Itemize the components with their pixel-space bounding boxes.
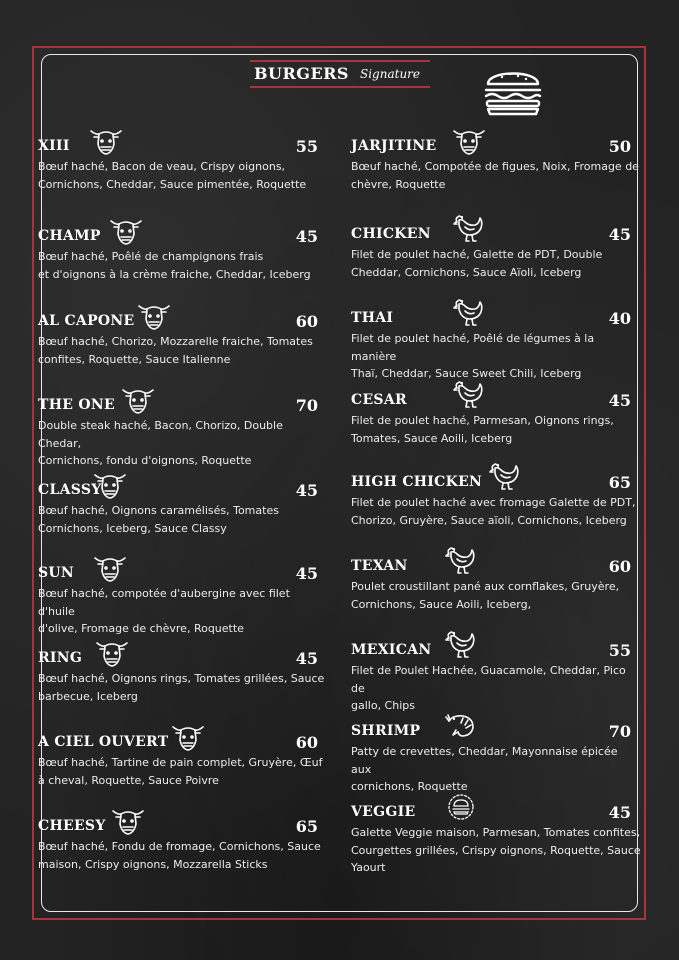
item-description xyxy=(38,838,328,873)
menu-item xyxy=(351,470,641,529)
chicken-icon xyxy=(451,380,487,410)
menu-item-header xyxy=(38,730,328,752)
menu-item xyxy=(351,388,641,447)
menu-item-header xyxy=(351,638,641,660)
header-rule-top xyxy=(250,60,430,62)
description-line: cornichons, Roquette xyxy=(351,780,468,793)
description-line: Chorizo, Gruyère, Sauce aïoli, Cornichons, Iceberg xyxy=(351,513,627,527)
description-line: confites, Roquette, Sauce Italienne xyxy=(38,352,231,366)
menu-item-header xyxy=(351,470,641,492)
description-line: Bœuf haché, Chorizo, Mozzarelle fraiche, Tomates xyxy=(38,335,313,348)
description-line: Yaourt xyxy=(351,861,386,874)
item-price: 70 xyxy=(295,396,318,415)
item-price: 65 xyxy=(608,473,631,492)
item-name: A CIEL OUVERT xyxy=(38,734,169,750)
beef-icon xyxy=(451,126,487,156)
burger-icon xyxy=(482,62,544,116)
description-line: d'olive, Fromage de chèvre, Roquette xyxy=(38,622,244,635)
menu-item xyxy=(351,719,641,796)
veggie-burger-icon xyxy=(443,792,479,822)
description-line: Bœuf haché, Compotée de figues, Noix, Fromage de xyxy=(351,160,639,173)
item-price: 70 xyxy=(608,722,631,741)
description-line: Filet de poulet haché avec fromage Galette de PDT, xyxy=(351,496,636,509)
description-line: Bœuf haché, compotée d'aubergine avec filet d'huile xyxy=(38,587,290,618)
description-line: Bœuf haché, Poêlé de champignons frais xyxy=(38,250,264,263)
beef-icon xyxy=(170,722,206,752)
header-rule-bottom xyxy=(250,86,430,88)
item-description xyxy=(351,412,641,447)
item-description xyxy=(351,246,641,281)
description-line: Tomates, Sauce Aoili, Iceberg xyxy=(351,431,513,445)
menu-item xyxy=(351,638,641,715)
menu-item-header xyxy=(351,800,641,822)
item-name: THAI xyxy=(351,310,394,326)
item-name: CESAR xyxy=(351,392,407,408)
menu-item-header xyxy=(38,478,328,500)
menu-item-header xyxy=(351,222,641,244)
chicken-icon xyxy=(451,298,487,328)
item-description xyxy=(38,333,328,368)
description-line: Filet de poulet haché, Galette de PDT, Double xyxy=(351,248,603,261)
item-description xyxy=(38,754,328,789)
item-price: 45 xyxy=(295,649,318,668)
beef-icon xyxy=(110,806,146,836)
menu-item-header xyxy=(351,554,641,576)
description-line: Cornichons, Iceberg, Sauce Classy xyxy=(38,521,227,535)
description-line: Bœuf haché, Tartine de pain complet, Gruyère, Œuf xyxy=(38,756,323,769)
menu-subtitle: Signature xyxy=(360,67,421,81)
item-price: 55 xyxy=(295,137,318,156)
description-line: Bœuf haché, Oignons rings, Tomates grillées, Sauce xyxy=(38,672,325,685)
item-description xyxy=(38,585,328,638)
item-name: CHAMP xyxy=(38,228,101,244)
item-price: 60 xyxy=(295,733,318,752)
menu-item-header xyxy=(351,134,641,156)
description-line: Patty de crevettes, Cheddar, Mayonnaise épicée aux xyxy=(351,745,618,776)
item-description xyxy=(38,670,328,705)
description-line: Filet de Poulet Hachée, Guacamole, Cheddar, Pico de xyxy=(351,664,626,695)
item-name: RING xyxy=(38,650,83,666)
item-description xyxy=(38,158,328,193)
description-line: Cornichons, fondu d'oignons, Roquette xyxy=(38,454,252,467)
item-description xyxy=(38,248,328,283)
beef-icon xyxy=(88,126,124,156)
item-price: 45 xyxy=(295,564,318,583)
chicken-icon xyxy=(443,546,479,576)
menu-item-header xyxy=(351,388,641,410)
item-description xyxy=(351,662,641,715)
menu-item-header xyxy=(38,309,328,331)
menu-item-header xyxy=(38,393,328,415)
item-description xyxy=(351,158,641,193)
beef-icon xyxy=(94,638,130,668)
item-description xyxy=(351,578,641,613)
menu-item xyxy=(351,134,641,193)
item-name: VEGGIE xyxy=(351,804,416,820)
beef-icon xyxy=(108,216,144,246)
beef-icon xyxy=(120,385,156,415)
description-line: Filet de poulet haché, Poêlé de légumes à la manière xyxy=(351,332,595,363)
item-name: TEXAN xyxy=(351,558,408,574)
item-description xyxy=(38,417,328,470)
item-name: HIGH CHICKEN xyxy=(351,474,483,490)
item-price: 60 xyxy=(295,312,318,331)
item-price: 45 xyxy=(608,225,631,244)
menu-item xyxy=(38,134,328,193)
description-line: barbecue, Iceberg xyxy=(38,689,138,703)
description-line: Thaï, Cheddar, Sauce Sweet Chili, Iceberg xyxy=(351,367,582,380)
description-line: Galette Veggie maison, Parmesan, Tomates confites, xyxy=(351,826,641,839)
description-line: Filet de poulet haché, Parmesan, Oignons rings, xyxy=(351,414,614,427)
description-line: Cheddar, Cornichons, Sauce Aïoli, Iceberg xyxy=(351,265,582,279)
item-name: XIII xyxy=(38,138,70,154)
item-name: CHEESY xyxy=(38,818,106,834)
item-description xyxy=(38,502,328,537)
chicken-icon xyxy=(487,462,523,492)
item-name: SHRIMP xyxy=(351,723,421,739)
beef-icon xyxy=(136,301,172,331)
description-line: gallo, Chips xyxy=(351,699,415,712)
description-line: Poulet croustillant pané aux cornflakes, Gruyère, xyxy=(351,580,620,593)
item-price: 50 xyxy=(608,137,631,156)
menu-item xyxy=(38,309,328,368)
item-price: 45 xyxy=(608,391,631,410)
description-line: maison, Crispy oignons, Mozzarella Sticks xyxy=(38,857,268,871)
menu-item xyxy=(38,646,328,705)
menu-item xyxy=(38,478,328,537)
item-price: 45 xyxy=(295,481,318,500)
menu-item xyxy=(38,224,328,283)
menu-item-header xyxy=(38,646,328,668)
chicken-icon xyxy=(451,214,487,244)
menu-item-header xyxy=(351,719,641,741)
item-price: 60 xyxy=(608,557,631,576)
description-line: Courgettes grillées, Crispy oignons, Roquette, Sauce xyxy=(351,843,641,857)
description-line: Bœuf haché, Bacon de veau, Crispy oignons, xyxy=(38,160,286,173)
item-price: 45 xyxy=(295,227,318,246)
menu-item xyxy=(38,730,328,789)
menu-item-header xyxy=(38,224,328,246)
description-line: Bœuf haché, Oignons caramélisés, Tomates xyxy=(38,504,279,517)
menu-item xyxy=(351,800,641,877)
description-line: chèvre, Roquette xyxy=(351,177,446,191)
item-description xyxy=(351,824,641,877)
description-line: et d'oignons à la crème fraiche, Cheddar, Iceberg xyxy=(38,267,311,281)
menu-item xyxy=(38,561,328,638)
menu-item xyxy=(38,393,328,470)
item-description xyxy=(351,743,641,796)
shrimp-icon xyxy=(443,711,479,741)
menu-item-header xyxy=(38,134,328,156)
menu-item-header xyxy=(38,561,328,583)
menu-item-header xyxy=(351,306,641,328)
item-price: 40 xyxy=(608,309,631,328)
menu-header xyxy=(250,58,430,92)
chicken-icon xyxy=(443,630,479,660)
description-line: Double steak haché, Bacon, Chorizo, Double Chedar, xyxy=(38,419,283,450)
item-price: 55 xyxy=(608,641,631,660)
description-line: Bœuf haché, Fondu de fromage, Cornichons, Sauce xyxy=(38,840,321,853)
item-name: MEXICAN xyxy=(351,642,432,658)
item-price: 65 xyxy=(295,817,318,836)
description-line: à cheval, Roquette, Sauce Poivre xyxy=(38,773,219,787)
item-description xyxy=(351,494,641,529)
beef-icon xyxy=(92,470,128,500)
item-name: CLASSY xyxy=(38,482,102,498)
item-description xyxy=(351,330,641,383)
item-name: SUN xyxy=(38,565,75,581)
menu-title: BURGERS xyxy=(254,64,349,83)
item-name: THE ONE xyxy=(38,397,115,413)
item-name: CHICKEN xyxy=(351,226,431,242)
item-name: AL CAPONE xyxy=(38,313,135,329)
beef-icon xyxy=(92,553,128,583)
item-name: JARJITINE xyxy=(351,138,437,154)
menu-item xyxy=(351,554,641,613)
description-line: Cornichons, Cheddar, Sauce pimentée, Roquette xyxy=(38,177,307,191)
menu-item-header xyxy=(38,814,328,836)
menu-item xyxy=(351,306,641,383)
menu-item xyxy=(351,222,641,281)
item-price: 45 xyxy=(608,803,631,822)
menu-item xyxy=(38,814,328,873)
description-line: Cornichons, Sauce Aoili, Iceberg, xyxy=(351,597,532,611)
